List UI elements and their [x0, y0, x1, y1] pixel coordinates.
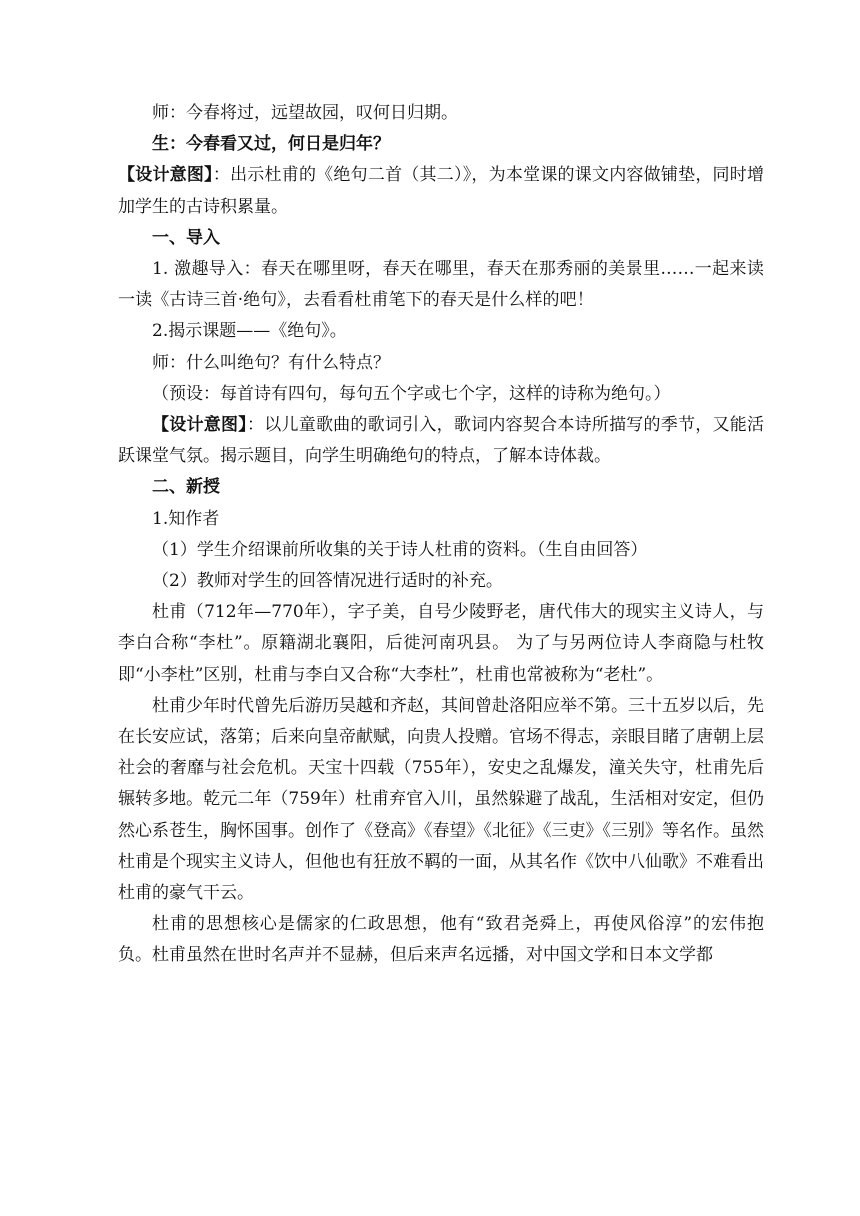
teacher-question: 师：什么叫绝句？有什么特点？ [152, 352, 390, 373]
introduction-step-2: 2.揭示课题——《绝句》。 [152, 321, 347, 342]
document-body [118, 98, 764, 972]
design-intent-paragraph-2 [118, 410, 764, 472]
expected-answer: （预设：每首诗有四句，每句五个字或七个字，这样的诗称为绝句。） [152, 383, 671, 404]
activity-step-2: （2）教师对学生的回答情况进行适时的补充。 [152, 571, 503, 592]
student-line-1: 生：今春看又过，何日是归年？ [152, 134, 390, 155]
activity-step-1: （1）学生介绍课前所收集的关于诗人杜甫的资料。（生自由回答） [152, 539, 648, 560]
teacher-line-1: 师：今春将过，远望故园，叹何日归期。 [152, 103, 458, 123]
author-biography-paragraph-2: 杜甫少年时代曾先后游历吴越和齐赵，其间曾赴洛阳应举不第。三十五岁以后，先在长安应试，落第；后来向皇帝献赋，向贵人投赠。官场不得志，亲眼目睹了唐朝上层社会的奢靡与社会危机。天宝十四载（755年），安史之乱爆发，潼关失守，杜甫先后辗转多地。乾元二年（759年）杜甫弃官入川，虽然躲避了战乱，生活相对安定，但仍然心系苍生，胸怀国事。创作了《登高》《春望》《北征》《三吏》《三别》等名作。虽然杜甫是个现实主义诗人，但他也有狂放不羁的一面，从其名作《饮中八仙歌》不难看出杜甫的豪气干云。 [118, 695, 764, 904]
subsection-know-author: 1.知作者 [152, 508, 220, 529]
design-intent-label: 【设计意图】 [118, 165, 213, 186]
design-intent-text: ：出示杜甫的《绝句二首（其二）》，为本堂课的课文内容做铺垫，同时增加学生的古诗积累量。 [118, 165, 765, 217]
section-heading-new-lesson: 二、新授 [152, 477, 220, 498]
introduction-step-1: 1. 激趣导入：春天在哪里呀，春天在哪里，春天在那秀丽的美景里……一起来读一读《古诗三首·绝句》，去看看杜甫笔下的春天是什么样的吧！ [118, 259, 764, 311]
design-intent-paragraph-1 [118, 160, 764, 222]
design-intent-text: ：以儿童歌曲的歌词引入，歌词内容契合本诗所描写的季节，又能活跃课堂气氛。揭示题目，向学生明确绝句的特点，了解本诗体裁。 [118, 415, 765, 467]
author-biography-paragraph-1: 杜甫（712年—770年），字子美，自号少陵野老，唐代伟大的现实主义诗人，与李白合称“李杜”。原籍湖北襄阳，后徙河南巩县。 为了与另两位诗人李商隐与杜牧即“小李杜”区别，杜甫与李白又合称“大李杜”，杜甫也常被称为“老杜”。 [118, 602, 764, 685]
author-biography-paragraph-3: 杜甫的思想核心是儒家的仁政思想，他有“致君尧舜上，再使风俗淳”的宏伟抱负。杜甫虽然在世时名声并不显赫，但后来声名远播，对中国文学和日本文学都 [118, 914, 764, 966]
section-heading-introduction: 一、导入 [152, 227, 220, 248]
design-intent-label: 【设计意图】 [152, 415, 247, 436]
